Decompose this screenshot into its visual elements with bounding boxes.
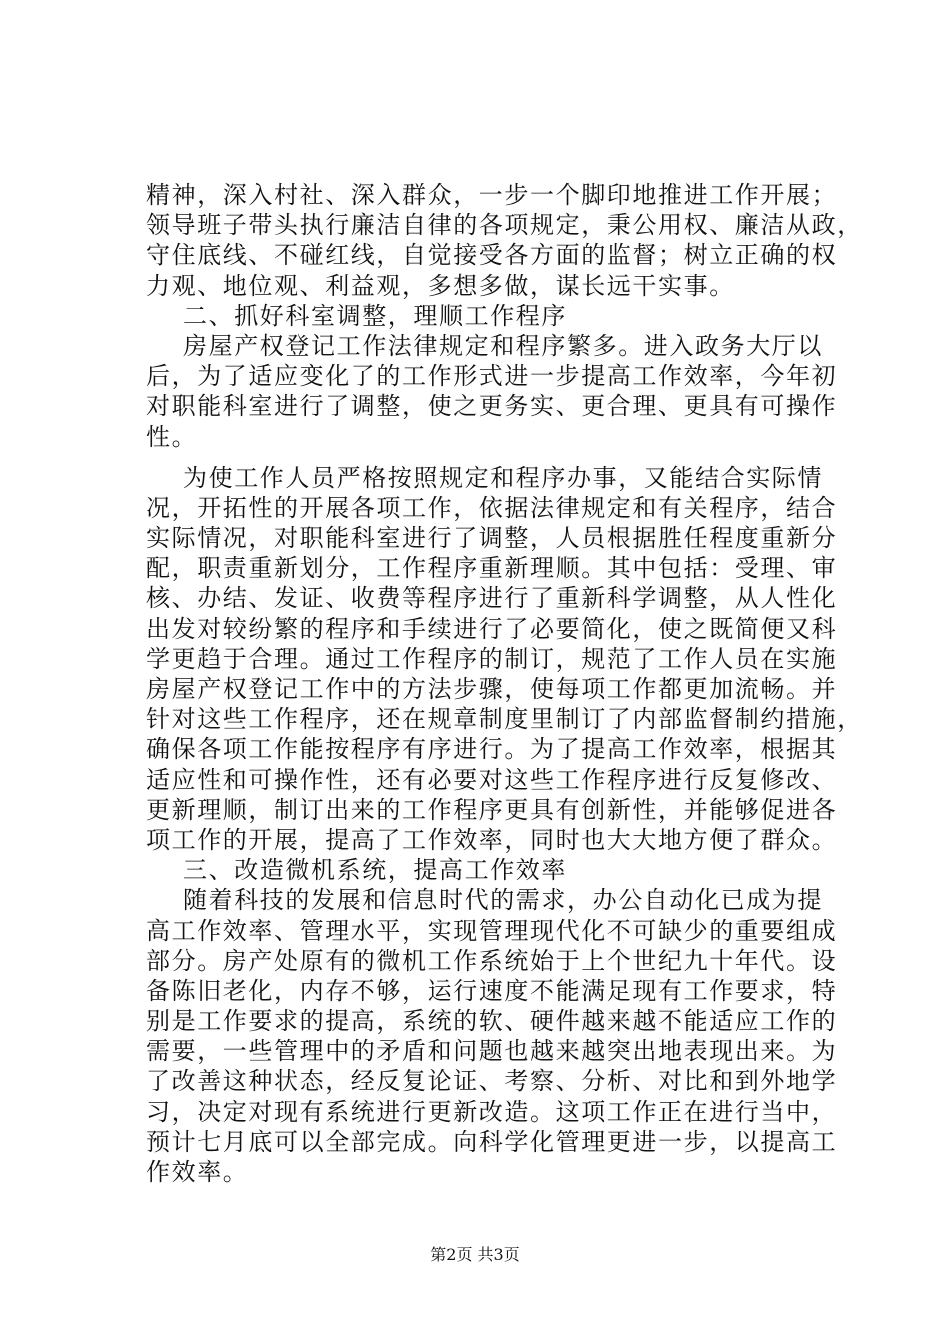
document-body [146, 180, 863, 1187]
paragraph-start: 为使工作人员严格按照规定和程序办事，又能结合实际情 [183, 463, 823, 492]
text-line: 对职能科室进行了调整，使之更务实、更合理、更具有可操作 [146, 392, 838, 421]
text-line: 部分。房产处原有的微机工作系统始于上个世纪九十年代。设 [146, 946, 838, 975]
paragraph-start: 随着科技的发展和信息时代的需求，办公自动化已成为提 [183, 886, 823, 915]
text-line: 别是工作要求的提高，系统的软、硬件越来越不能适应工作的 [146, 1007, 838, 1036]
text-line: 习，决定对现有系统进行更新改造。这项工作正在进行当中， [146, 1097, 838, 1126]
text-line: 况，开拓性的开展各项工作，依据法律规定和有关程序，结合 [146, 493, 838, 522]
section-heading: 二、抓好科室调整，理顺工作程序 [183, 301, 567, 330]
text-line: 核、办结、发证、收费等程序进行了重新科学调整，从人性化 [146, 584, 838, 613]
text-line: 项工作的开展，提高了工作效率，同时也大大地方便了群众。 [146, 825, 838, 854]
text-line: 作效率。 [146, 1158, 249, 1186]
text-line: 性。 [146, 422, 198, 451]
text-line: 实际情况，对职能科室进行了调整，人员根据胜任程度重新分 [146, 524, 838, 553]
text-line: 高工作效率、管理水平，实现管理现代化不可缺少的重要组成 [146, 916, 838, 945]
text-line: 力观、地位观、利益观，多想多做，谋长远干实事。 [146, 271, 735, 300]
section-heading: 三、改造微机系统，提高工作效率 [183, 856, 567, 885]
text-line: 学更趋于合理。通过工作程序的制订，规范了工作人员在实施 [146, 644, 838, 673]
text-line: 适应性和可操作性，还有必要对这些工作程序进行反复修改、 [146, 765, 838, 794]
text-line: 配，职责重新划分，工作程序重新理顺。其中包括：受理、审 [146, 554, 838, 583]
page-number-footer: 第2页 共3页 [430, 1245, 520, 1264]
text-line: 了改善这种状态，经反复论证、考察、分析、对比和到外地学 [146, 1067, 838, 1096]
text-line: 守住底线、不碰红线，自觉接受各方面的监督；树立正确的权 [146, 241, 838, 270]
text-line: 预计七月底可以全部完成。向科学化管理更进一步，以提高工 [146, 1127, 838, 1156]
text-line: 出发对较纷繁的程序和手续进行了必要简化，使之既简便又科 [146, 614, 838, 643]
text-line: 针对这些工作程序，还在规章制度里制订了内部监督制约措施， [146, 705, 863, 734]
paragraph-start: 房屋产权登记工作法律规定和程序繁多。进入政务大厅以 [183, 331, 823, 360]
text-line: 后，为了适应变化了的工作形式进一步提高工作效率，今年初 [146, 362, 838, 391]
text-line: 需要，一些管理中的矛盾和问题也越来越突出地表现出来。为 [146, 1037, 838, 1066]
text-line: 领导班子带头执行廉洁自律的各项规定，秉公用权、廉洁从政， [146, 211, 863, 240]
text-line: 房屋产权登记工作中的方法步骤，使每项工作都更加流畅。并 [146, 675, 838, 703]
text-line: 确保各项工作能按程序有序进行。为了提高工作效率，根据其 [146, 735, 838, 764]
text-line: 精神，深入村社、深入群众，一步一个脚印地推进工作开展； [146, 181, 838, 209]
text-line: 更新理顺，制订出来的工作程序更具有创新性，并能够促进各 [146, 795, 838, 824]
text-line: 备陈旧老化，内存不够，运行速度不能满足现有工作要求，特 [146, 976, 838, 1005]
